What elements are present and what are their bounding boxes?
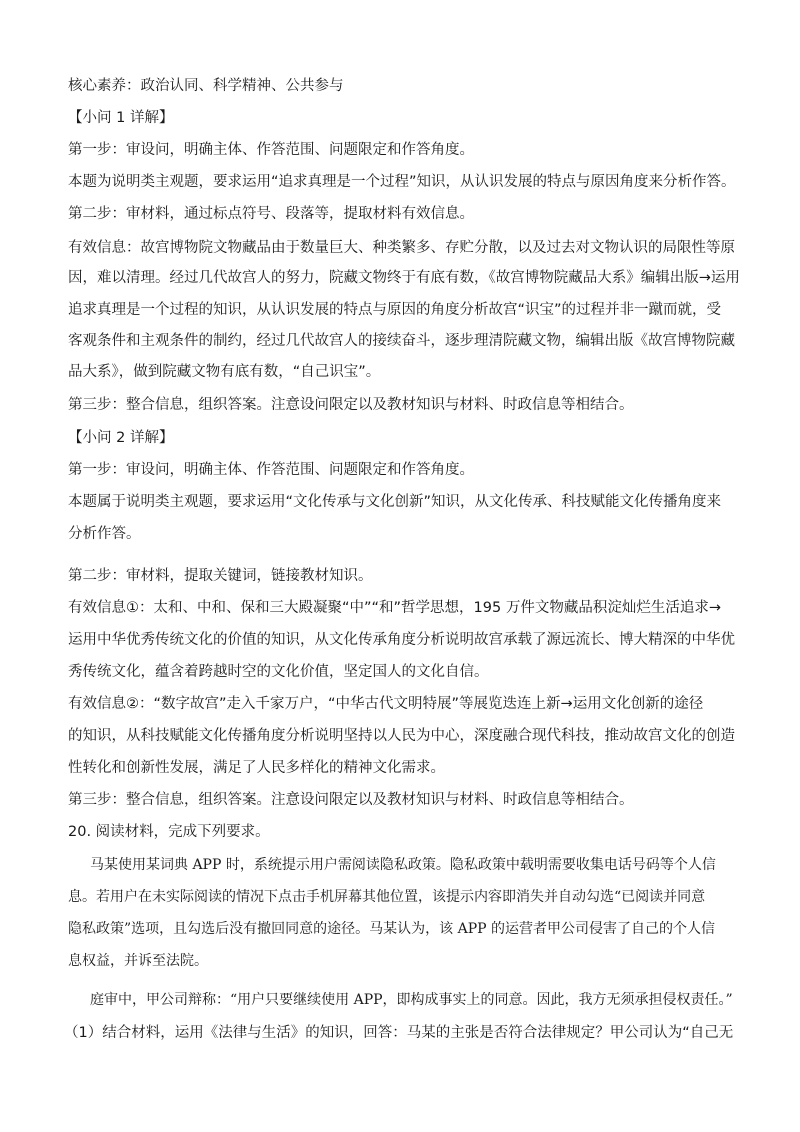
q20-material-line: 息权益，并诉至法院。 [68, 953, 208, 969]
q1-heading: 【小问 1 详解】 [68, 110, 174, 126]
core-literacy-line: 核心素养：政治认同、科学精神、公共参与 [68, 78, 344, 94]
q20-title: 20. 阅读材料，完成下列要求。 [68, 824, 270, 840]
q1-step3: 第三步：整合信息，组织答案。注意设问限定以及教材知识与材料、时政信息等相结合。 [68, 397, 634, 413]
q2-step1: 第一步：审设问，明确主体、作答范围、问题限定和作答角度。 [68, 462, 474, 478]
q2-info1-line: 有效信息①：太和、中和、保和三大殿凝聚“中”“和”哲学思想，195 万件文物藏品积淀灿烂生活追求→ [68, 600, 721, 616]
q2-info1-line: 运用中华优秀传统文化的价值的知识，从文化传承角度分析说明故宫承载了源远流长、博大精深的中华优 [68, 632, 735, 648]
q2-step3: 第三步：整合信息，组织答案。注意设问限定以及教材知识与材料、时政信息等相结合。 [68, 792, 634, 808]
q2-info2-line: 有效信息②：“数字故宫”走入千家万户，“中华古代文明特展”等展览迭连上新→运用文化创新的途径 [68, 696, 704, 712]
q20-material-line: 马某使用某词典 APP 时，系统提示用户需阅读隐私政策。隐私政策中载明需要收集电话号码等个人信 [90, 857, 716, 873]
q1-info-line: 品大系》，做到院藏文物有底有数，“自己识宝”。 [68, 364, 381, 380]
q2-intro-line: 本题属于说明类主观题，要求运用“文化传承与文化创新”知识，从文化传承、科技赋能文化传播角度来 [68, 494, 722, 510]
q2-intro-line: 分析作答。 [68, 526, 141, 542]
q20-material-line: 息。若用户在未实际阅读的情况下点击手机屏幕其他位置，该提示内容即消失并自动勾选“已阅读并同意 [68, 889, 706, 905]
q2-heading: 【小问 2 详解】 [68, 430, 174, 446]
q20-material-line: 隐私政策”选项，且勾选后没有撤回同意的途径。马某认为，该 APP 的运营者甲公司侵害了自己的个人信 [68, 921, 716, 937]
q1-intro: 本题为说明类主观题，要求运用“追求真理是一个过程”知识，从认识发展的特点与原因角度来分析作答。 [68, 174, 736, 190]
q1-info-line: 客观条件和主观条件的制约，经过几代故宫人的接续奋斗，逐步理清院藏文物，编辑出版《故宫博物院藏 [68, 333, 735, 349]
q1-info-line: 追求真理是一个过程的知识，从认识发展的特点与原因的角度分析故宫“识宝”的过程并非一蹴而就，受 [68, 302, 722, 318]
q2-info2-line: 的知识，从科技赋能文化传播角度分析说明坚持以人民为中心，深度融合现代科技，推动故宫文化的创造 [68, 728, 735, 744]
q1-step1: 第一步：审设问，明确主体、作答范围、问题限定和作答角度。 [68, 142, 474, 158]
q20-subquestion-1: （1）结合材料，运用《法律与生活》的知识，回答：马某的主张是否符合法律规定？甲公司认为“自己无 [64, 1025, 734, 1041]
q1-info-line: 因，难以清理。经过几代故宫人的努力，院藏文物终于有底有数，《故宫博物院藏品大系》编辑出版→运用 [68, 270, 740, 286]
q1-step2: 第二步：审材料，通过标点符号、段落等，提取材料有效信息。 [68, 206, 474, 222]
q1-info-line: 有效信息：故宫博物院文物藏品由于数量巨大、种类繁多、存贮分散，以及过去对文物认识的局限性等原 [68, 240, 735, 256]
q2-info2-line: 性转化和创新性发展，满足了人民多样化的精神文化需求。 [68, 760, 445, 776]
q2-step2: 第二步：审材料，提取关键词，链接教材知识。 [68, 568, 373, 584]
q2-info1-line: 秀传统文化，蕴含着跨越时空的文化价值，坚定国人的文化自信。 [68, 664, 489, 680]
q20-court-statement: 庭审中，甲公司辩称：“用户只要继续使用 APP，即构成事实上的同意。因此，我方无须承担侵权责任。” [90, 992, 733, 1008]
